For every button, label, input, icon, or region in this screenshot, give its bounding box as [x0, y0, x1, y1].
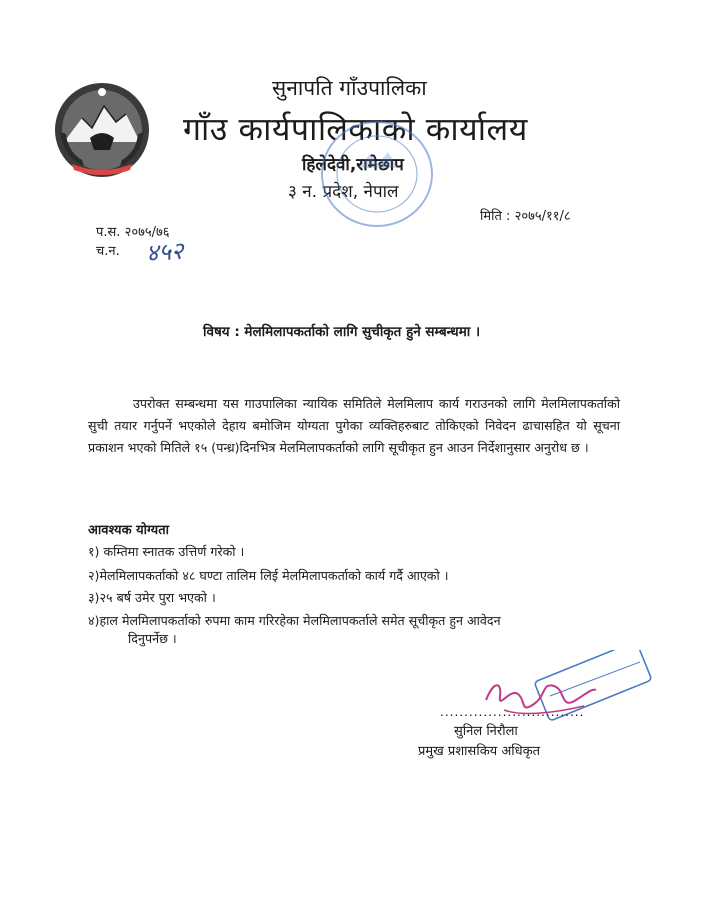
reference-number: प.स. २०७५/७६: [96, 225, 170, 240]
signer-name: सुनिल निरौला: [454, 724, 518, 739]
qualification-item: १) कम्तिमा स्नातक उत्तिर्ण गरेको ।: [88, 544, 245, 559]
office-address-line1: हिलेदेवी,रामेछाप: [302, 155, 404, 175]
qualification-item: २)मेलमिलापकर्ताको ४८ घण्टा तालिम लिई मेलमिलापकर्ताको कार्य गर्दै आएको ।: [88, 568, 449, 583]
office-stamp: [318, 118, 436, 230]
signature-dots: ..............................: [440, 705, 585, 719]
municipality-name: सुनापति गाँउपालिका: [272, 76, 427, 100]
office-address-line2: ३ न. प्रदेश, नेपाल: [288, 182, 399, 202]
letter-date: मिति : २०७५/११/८: [480, 209, 571, 224]
office-title: गाँउ कार्यपालिकाको कार्यालय: [183, 110, 528, 148]
nepal-emblem-icon: [52, 80, 152, 180]
letter-body: [88, 393, 620, 459]
qualification-item-continuation: दिनुपर्नेछ ।: [128, 631, 177, 646]
dispatch-number-label: च.न.: [96, 244, 120, 259]
signer-title: प्रमुख प्रशासकिय अधिकृत: [418, 744, 541, 759]
qualifications-heading: आवश्यक योग्यता: [88, 523, 169, 538]
letter-body-text: उपरोक्त सम्बन्धमा यस गाउपालिका न्यायिक समितिले मेलमिलाप कार्य गराउनको लागि मेलमिलापकर्ताको सुची तयार गर्नुपर्ने भएकोले देहाय बमोजिम योग्यता पुगेका व्यक्तिहरुबाट तोकिएको निवेदन ढाचासहित यो सूचना प्रकाशन भएको मितिले १५ (पन्ध्र)दिनभित्र मेलमिलापकर्ताको लागि सूचीकृत हुन आउन निर्देशानुसार अनुरोध छ ।: [88, 396, 620, 455]
qualification-item: ४)हाल मेलमिलापकर्ताको रुपमा काम गरिरहेका मेलमिलापकर्ताले समेत सूचीकृत हुन आवेदन: [88, 613, 501, 628]
dispatch-number-handwritten: ४५२: [145, 236, 185, 268]
qualification-item: ३)२५ बर्ष उमेर पुरा भएको ।: [88, 590, 216, 605]
letter-subject: विषय : मेलमिलापकर्ताको लागि सुचीकृत हुने सम्बन्धमा ।: [203, 324, 481, 340]
